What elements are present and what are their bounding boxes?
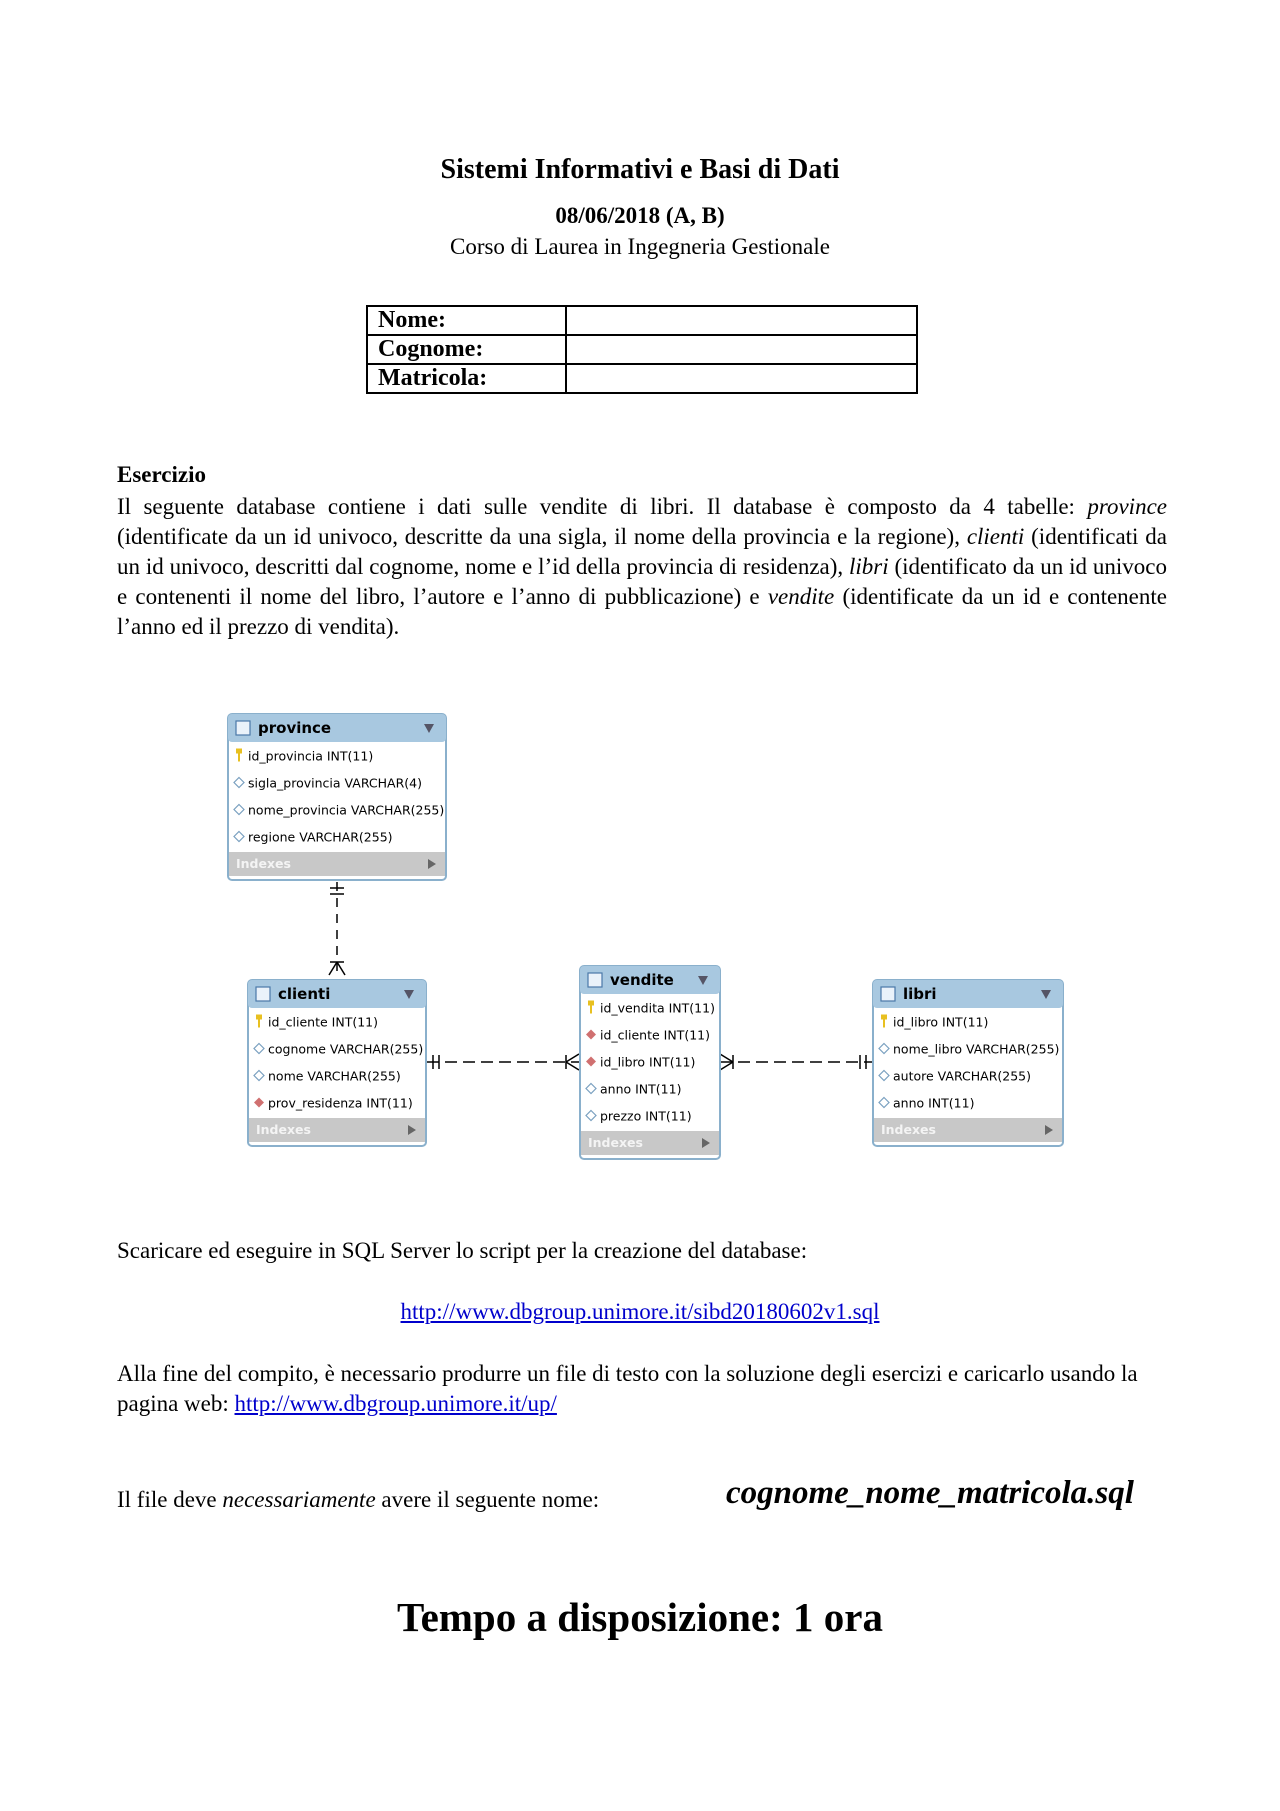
table-icon	[588, 973, 602, 987]
name-field	[566, 306, 917, 335]
erd-table-header	[873, 980, 1063, 1008]
erd-field: id_libro INT(11)	[600, 1054, 696, 1070]
document-title: Sistemi Informativi e Basi di Dati	[440, 154, 840, 185]
exercise-text-4: (identificato da un id univoco e contenenti il nome del libro, l’autore e l’anno di pubblicazione) e	[117, 554, 1167, 609]
er-diagram	[0, 690, 1280, 1180]
table-row	[367, 364, 917, 393]
table-name-clienti: clienti	[966, 524, 1025, 549]
file-text-a: Il file deve	[117, 1487, 223, 1512]
table-name-libri: libri	[849, 554, 889, 579]
exercise-text-3: (identificati da un id univoco, descritti dal cognome, nome e l’id della provincia di residenza),	[117, 524, 1167, 579]
file-text-b: avere il seguente nome:	[375, 1487, 600, 1512]
table-icon	[881, 987, 895, 1001]
erd-field: id_provincia INT(11)	[248, 748, 374, 764]
name-label: Nome:	[367, 306, 566, 335]
erd-field: autore VARCHAR(255)	[893, 1068, 1032, 1084]
erd-field: id_libro INT(11)	[893, 1014, 989, 1030]
erd-field: id_cliente INT(11)	[600, 1027, 710, 1043]
exercise-heading: Esercizio	[117, 462, 206, 487]
surname-field	[566, 335, 917, 364]
erd-field: regione VARCHAR(255)	[248, 829, 393, 845]
erd-field: anno INT(11)	[600, 1081, 682, 1097]
student-id-table	[366, 305, 918, 394]
erd-table-province	[228, 714, 446, 880]
table-name-vendite: vendite	[767, 584, 835, 609]
download-link-line	[0, 1299, 1280, 1325]
erd-field: anno INT(11)	[893, 1095, 975, 1111]
erd-field: nome_provincia VARCHAR(255)	[248, 802, 445, 818]
file-name-instruction	[117, 1487, 599, 1513]
time-available: Tempo a disposizione: 1 ora	[397, 1594, 883, 1640]
relationship-clienti-vendite	[427, 1054, 579, 1070]
sql-script-link[interactable]: http://www.dbgroup.unimore.it/sibd20180602v1.sql	[400, 1299, 880, 1324]
table-row	[367, 335, 917, 364]
relationship-vendite-libri	[720, 1054, 872, 1070]
exercise-description	[117, 492, 1167, 642]
erd-table-name: clienti	[278, 985, 331, 1003]
upload-text: Alla fine del compito, è necessario produrre un file di testo con la soluzione degli esercizi e caricarlo usando la pagina web:	[117, 1361, 1138, 1416]
upload-instruction	[117, 1359, 1177, 1419]
erd-field: id_cliente INT(11)	[268, 1014, 378, 1030]
upload-page-link[interactable]: http://www.dbgroup.unimore.it/up/	[234, 1391, 557, 1416]
required-file-name: cognome_nome_matricola.sql	[726, 1475, 1134, 1511]
indexes-label: Indexes	[236, 856, 291, 871]
course-name: Corso di Laurea in Ingegneria Gestionale	[449, 234, 830, 259]
erd-table-libri	[873, 980, 1063, 1146]
erd-table-name: libri	[903, 985, 937, 1003]
erd-table-vendite	[580, 966, 720, 1159]
exercise-text-2: (identificate da un id univoco, descritte da una sigla, il nome della provincia e la regione),	[117, 524, 967, 549]
download-instruction: Scaricare ed eseguire in SQL Server lo script per la creazione del database:	[117, 1238, 808, 1263]
table-name-province: province	[1087, 494, 1167, 519]
erd-table-name: province	[258, 719, 332, 737]
erd-field: nome_libro VARCHAR(255)	[893, 1041, 1060, 1057]
exercise-text-1: Il seguente database contiene i dati sulle vendite di libri. Il database è composto da 4 tabelle:	[117, 494, 1088, 519]
indexes-label: Indexes	[881, 1122, 936, 1137]
student-number-label: Matricola:	[367, 364, 566, 393]
erd-field: nome VARCHAR(255)	[268, 1068, 401, 1084]
student-number-field	[566, 364, 917, 393]
exercise-text-5: (identificate da un id e contenente l’anno ed il prezzo di vendita).	[117, 584, 1167, 639]
table-row	[367, 306, 917, 335]
erd-field: prov_residenza INT(11)	[268, 1095, 413, 1111]
erd-field: id_vendita INT(11)	[600, 1000, 715, 1016]
indexes-label: Indexes	[256, 1122, 311, 1137]
table-icon	[236, 721, 250, 735]
table-icon	[256, 987, 270, 1001]
erd-table-header	[248, 980, 426, 1008]
erd-table-clienti	[248, 980, 426, 1146]
relationship-province-clienti	[329, 882, 345, 975]
erd-field: sigla_provincia VARCHAR(4)	[248, 775, 422, 791]
file-text-emphasis: necessariamente	[222, 1487, 376, 1512]
erd-field: cognome VARCHAR(255)	[268, 1041, 424, 1057]
indexes-label: Indexes	[588, 1135, 643, 1150]
erd-field: prezzo INT(11)	[600, 1108, 692, 1124]
exam-date: 08/06/2018 (A, B)	[555, 203, 725, 228]
surname-label: Cognome:	[367, 335, 566, 364]
erd-table-name: vendite	[610, 971, 674, 989]
